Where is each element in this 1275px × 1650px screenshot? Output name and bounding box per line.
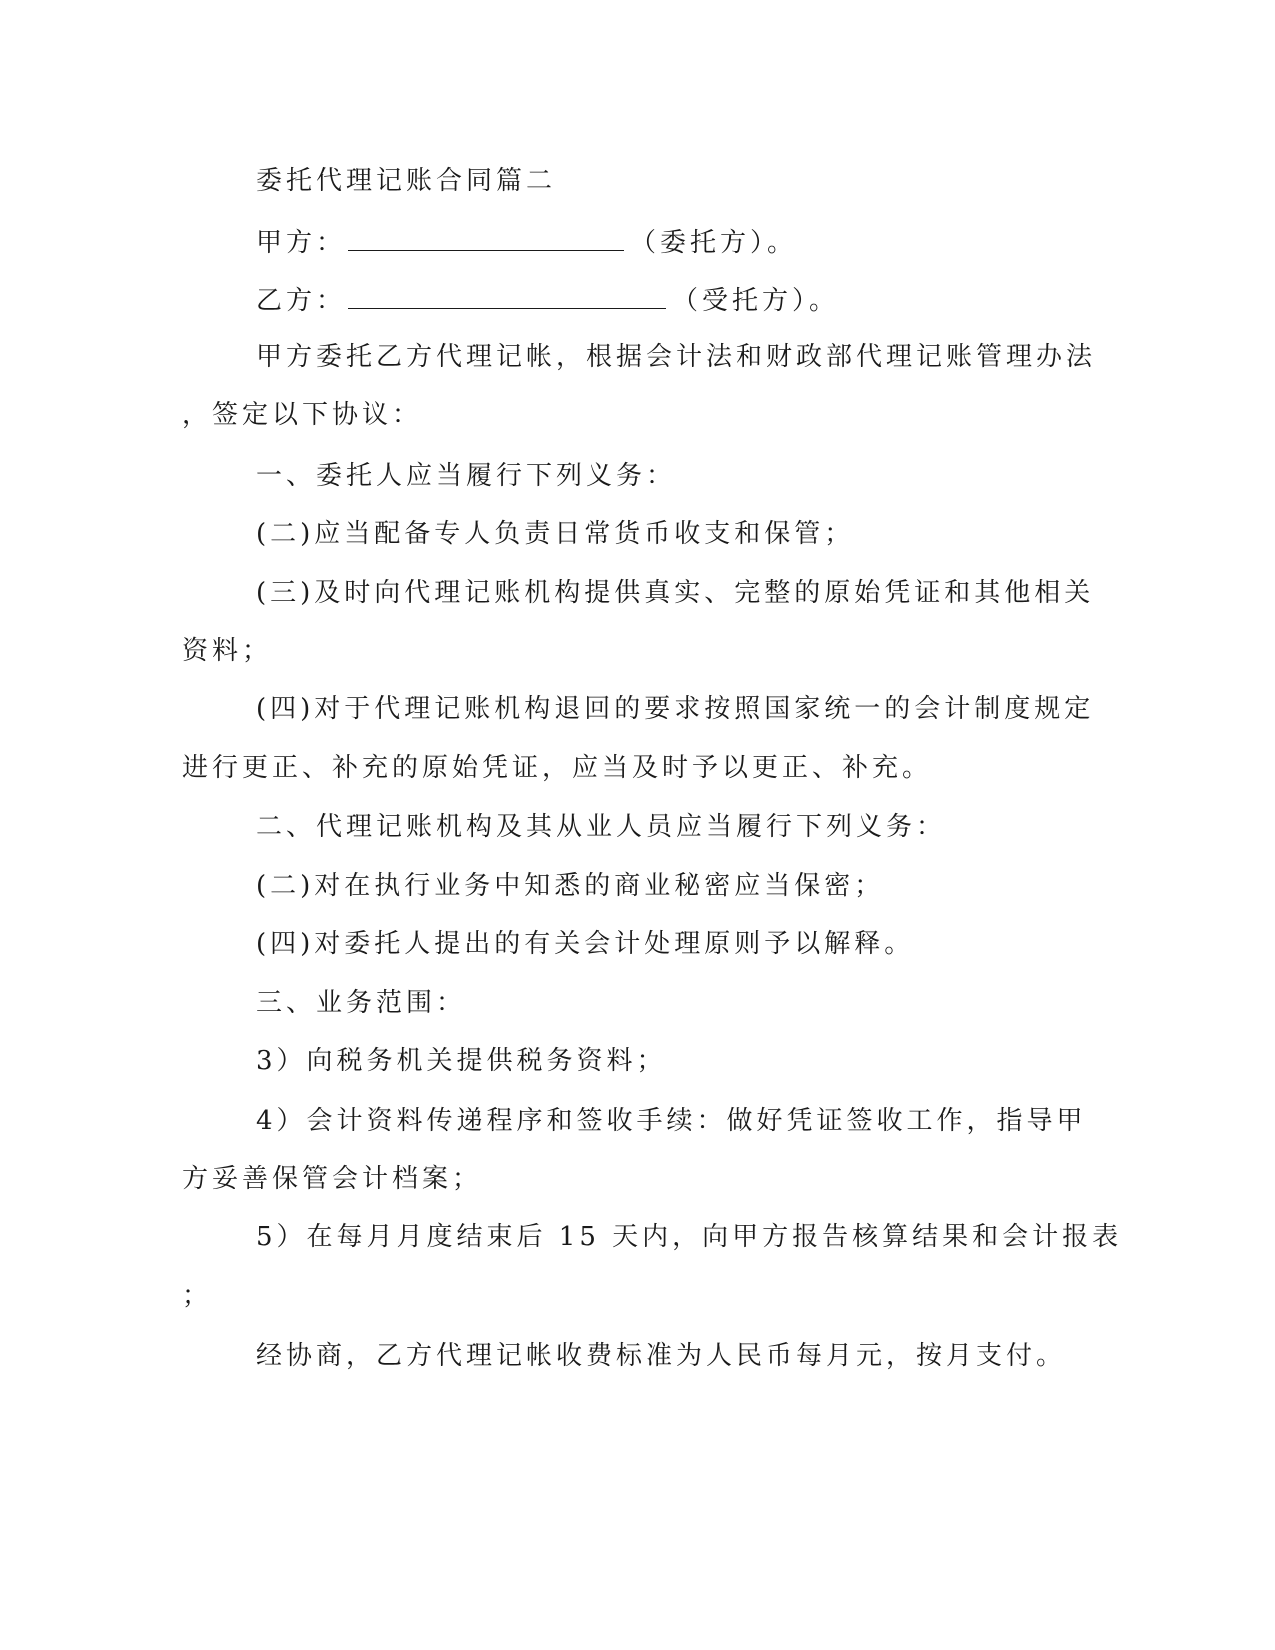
section-2-heading: 二、代理记账机构及其从业人员应当履行下列义务： [256,812,947,842]
party-a-label: 甲方： [256,228,347,258]
section-2-item-4: (四)对委托人提出的有关会计处理原则予以解释。 [256,929,915,959]
intro-paragraph-line2: ，签定以下协议： [182,400,423,430]
intro-paragraph-line1: 甲方委托乙方代理记帐，根据会计法和财政部代理记账管理办法 [256,342,1097,372]
section-1-item-3-line1: (三)及时向代理记账机构提供真实、完整的原始凭证和其他相关 [256,578,1095,608]
section-1-heading: 一、委托人应当履行下列义务： [256,461,677,491]
party-a-line [256,226,797,258]
section-1-item-4-line1: (四)对于代理记账机构退回的要求按照国家统一的会计制度规定 [256,694,1095,724]
section-1-item-4-line2: 进行更正、补充的原始凭证，应当及时予以更正、补充。 [182,753,933,783]
party-a-role: （委托方）。 [630,228,798,258]
section-3-item-5-line1: 5）在每月月度结束后 15 天内，向甲方报告核算结果和会计报表 [256,1222,1123,1252]
party-b-line [256,284,839,316]
section-3-item-5-line2: ； [182,1281,213,1311]
section-3-item-3: 3）向税务机关提供税务资料； [256,1046,667,1076]
party-b-blank [348,284,666,309]
section-3-item-4-line2: 方妥善保管会计档案； [182,1164,483,1194]
party-b-role: （受托方）。 [672,286,840,316]
section-1-item-3-line2: 资料； [182,636,273,666]
party-b-label: 乙方： [256,286,347,316]
document-title: 委托代理记账合同篇二 [256,166,557,196]
section-1-item-2: (二)应当配备专人负责日常货币收支和保管； [256,519,855,549]
party-a-blank [348,226,624,251]
section-2-item-2: (二)对在执行业务中知悉的商业秘密应当保密； [256,871,885,901]
fee-paragraph: 经协商，乙方代理记帐收费标准为人民币每月元，按月支付。 [256,1341,1067,1371]
section-3-item-4-line1: 4）会计资料传递程序和签收手续：做好凭证签收工作，指导甲 [256,1106,1087,1136]
section-3-heading: 三、业务范围： [256,988,467,1018]
